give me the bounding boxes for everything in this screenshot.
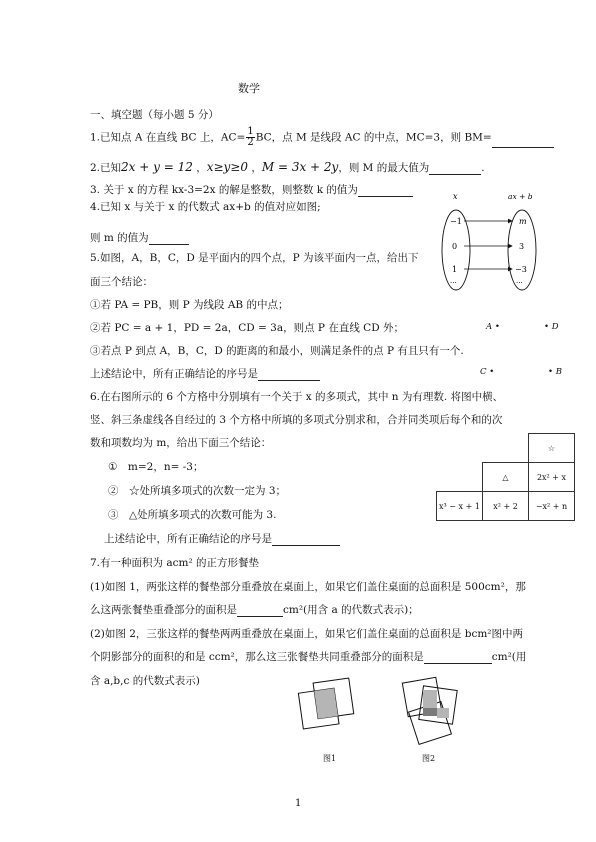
question-5-ask: 上述结论中，所有正确结论的序号是 bbox=[90, 367, 320, 381]
point-d: • D bbox=[544, 322, 559, 332]
question-7-part2a: (2)如图 2，三张这样的餐垫两两重叠放在桌面上，如果它们盖住桌面的总面积是 bcm²图中两 bbox=[90, 628, 523, 640]
q1-suffix: BC，点 M 是线段 AC 的中点，MC=3，则 BM= bbox=[255, 131, 492, 144]
question-6-line3: 数和项数均为 m，给出下面三个结论： bbox=[90, 437, 272, 449]
question-2: 2.已知2x + y = 12 ，x≥y≥0 ，M = 3x + 2y，则 M 的最大值为 . bbox=[90, 160, 485, 174]
grid-cell-triangle: △ bbox=[483, 463, 529, 492]
question-5-conclusion3: ③若点 P 到点 A，B，C，D 的距离的和最小，则满足条件的点 P 有且只有一个. bbox=[90, 345, 464, 357]
answer-blank[interactable] bbox=[258, 369, 320, 381]
question-7-part1a: (1)如图 1，两张这样的餐垫部分重叠放在桌面上，如果它们盖住桌面的总面积是 500cm²，那 bbox=[90, 581, 526, 593]
question-1 bbox=[90, 127, 554, 148]
fraction-half: $\frac{1}{2}$ bbox=[247, 126, 254, 148]
question-5-conclusion2: ②若 PC = a + 1，PD = 2a，CD = 3a，则点 P 在直线 CD 外； bbox=[90, 322, 404, 334]
answer-blank[interactable] bbox=[272, 534, 340, 546]
page-number: 1 bbox=[295, 798, 302, 809]
question-4: 4.已知 x 与关于 x 的代数式 ax+b 的值对应如图; bbox=[90, 201, 321, 213]
question-6-line1: 6.在右图所示的 6 个方格中分别填有一个关于 x 的多项式，其中 n 为有理数. 将图中横、 bbox=[90, 391, 504, 403]
question-7-part2d: 含 a,b,c 的代数式表示) bbox=[90, 675, 200, 687]
grid-cell-star: ☆ bbox=[529, 434, 575, 463]
question-6-ask: 上述结论中，所有正确结论的序号是 bbox=[104, 532, 340, 546]
answer-blank[interactable] bbox=[358, 185, 413, 197]
polynomial-grid bbox=[436, 433, 575, 521]
question-5-line1: 5.如图，A，B，C，D 是平面内的四个点，P 为该平面内一点，给出下 bbox=[90, 252, 419, 264]
mapping-left-2: 1 bbox=[452, 265, 458, 274]
grid-cell: −x² + n bbox=[529, 492, 575, 521]
question-6-conclusion3: ③ △处所填多项式的次数可能为 3. bbox=[108, 509, 277, 521]
answer-blank[interactable] bbox=[492, 136, 554, 148]
mapping-left-3: ... bbox=[450, 277, 457, 285]
grid-cell: x³ − x + 1 bbox=[437, 492, 483, 521]
question-6-conclusion2: ② ☆处所填多项式的次数一定为 3； bbox=[108, 485, 287, 497]
mapping-left-1: 0 bbox=[452, 242, 458, 251]
mapping-right-0: m bbox=[519, 217, 527, 226]
figure-2-caption: 图2 bbox=[422, 754, 436, 763]
figure-1-caption: 图1 bbox=[323, 754, 337, 763]
q1-prefix: 1.已知点 A 在直线 BC 上，AC= bbox=[90, 131, 246, 144]
mapping-left-0: −1 bbox=[450, 217, 462, 226]
mapping-right-3: ... bbox=[516, 277, 523, 285]
answer-blank[interactable] bbox=[429, 163, 481, 175]
mapping-right-1: 3 bbox=[519, 242, 525, 251]
question-7-part2b: 个阴影部分的面积的和是 ccm²，那么这三张餐垫共同重叠部分的面积是 cm²(用 bbox=[90, 651, 527, 663]
figure-1-overlap-squares bbox=[295, 675, 365, 745]
point-a: A • bbox=[486, 322, 500, 332]
question-5-conclusion1: ①若 PA = PB，则 P 为线段 AB 的中点； bbox=[90, 299, 289, 311]
figure-2-overlap-squares bbox=[393, 672, 469, 750]
mapping-right-2: −3 bbox=[515, 265, 527, 274]
question-5-line2: 面三个结论： bbox=[90, 276, 153, 288]
section-heading: 一、填空题（每小题 5 分） bbox=[90, 109, 219, 121]
page-title: 数学 bbox=[238, 82, 260, 95]
mapping-right-label: ax + b bbox=[508, 192, 533, 201]
question-3: 3. 关于 x 的方程 kx-3=2x 的解是整数，则整数 k 的值为 bbox=[90, 183, 413, 197]
question-7-head: 7.有一种面积为 acm² 的正方形餐垫 bbox=[90, 557, 259, 569]
answer-blank[interactable] bbox=[424, 652, 492, 664]
grid-cell: x² + 2 bbox=[483, 492, 529, 521]
question-6-conclusion1: ① m=2，n= -3； bbox=[108, 461, 204, 473]
mapping-diagram bbox=[436, 190, 556, 292]
mapping-left-label: x bbox=[453, 192, 458, 201]
grid-cell: 2x² + x bbox=[529, 463, 575, 492]
answer-blank[interactable] bbox=[149, 233, 189, 245]
question-6-line2: 竖、斜三条虚线各自经过的 3 个方格中所填的多项式分别求和，合并同类项后每个和的次 bbox=[90, 414, 503, 426]
question-7-part1b: 么这两张餐垫重叠部分的面积是 cm²(用含 a 的代数式表示)； bbox=[90, 604, 419, 616]
point-c: C • bbox=[480, 367, 495, 377]
answer-blank[interactable] bbox=[237, 605, 283, 617]
point-b: • B bbox=[548, 367, 562, 377]
question-4-ask: 则 m 的值为 bbox=[90, 231, 189, 245]
